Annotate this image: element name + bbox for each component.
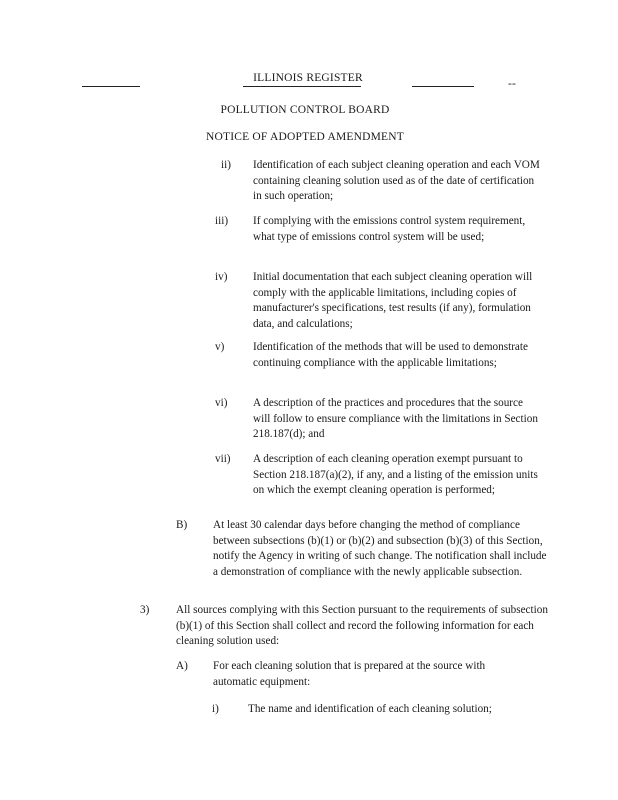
item-label-vi: vi)	[215, 397, 228, 409]
item-text-B: At least 30 calendar days before changing the method of compliance between subsections (b)(1) or (b)(2) and subsection (b)(3) of this Section, notify the Agency in writing of such change. The notification shall include a demonstration of compliance with the newly applicable subsection.	[213, 519, 547, 578]
item-text-v: Identification of the methods that will be used to demonstrate continuing compliance with the applicable limitations;	[253, 341, 528, 369]
item-label-B: B)	[176, 519, 188, 531]
item-label-i: i)	[212, 703, 219, 715]
item-text-vii: A description of each cleaning operation exempt pursuant to Section 218.187(a)(2), if any, and a listing of the emission units on which the exempt cleaning operation is performed;	[253, 453, 538, 496]
register-title: ILLINOIS REGISTER	[253, 72, 363, 84]
item-label-ii: ii)	[221, 159, 231, 171]
item-text-A: For each cleaning solution that is prepared at the source with automatic equipment:	[213, 660, 486, 688]
header-rule-left	[82, 86, 140, 87]
header-rule-right	[412, 86, 474, 87]
item-text-3: All sources complying with this Section pursuant to the requirements of subsection (b)(1) of this Section shall collect and record the following information for each cleaning solution used:	[176, 604, 548, 647]
item-text-i: The name and identification of each cleaning solution;	[248, 703, 492, 715]
item-label-iv: iv)	[215, 271, 228, 283]
item-label-vii: vii)	[215, 453, 231, 465]
item-label-A: A)	[176, 660, 188, 672]
notice-title: NOTICE OF ADOPTED AMENDMENT	[205, 131, 405, 143]
agency-title: POLLUTION CONTROL BOARD	[220, 104, 390, 116]
item-label-iii: iii)	[215, 215, 229, 227]
item-text-vi: A description of the practices and procedures that the source will follow to ensure compliance with the limitations in Section 218.187(d); and	[253, 397, 538, 440]
item-text-iii: If complying with the emissions control system requirement, what type of emissions control system will be used;	[253, 215, 526, 243]
header-trailing-mark: --	[508, 78, 517, 90]
item-text-iv: Initial documentation that each subject cleaning operation will comply with the applicable limitations, including copies of manufacturer's specifications, test results (if any), formulation data, and calculations;	[253, 271, 533, 330]
item-label-v: v)	[215, 341, 225, 353]
item-label-3: 3)	[140, 604, 150, 616]
item-text-ii: Identification of each subject cleaning operation and each VOM containing cleaning solution used as of the date of certification in such operation;	[253, 159, 540, 202]
